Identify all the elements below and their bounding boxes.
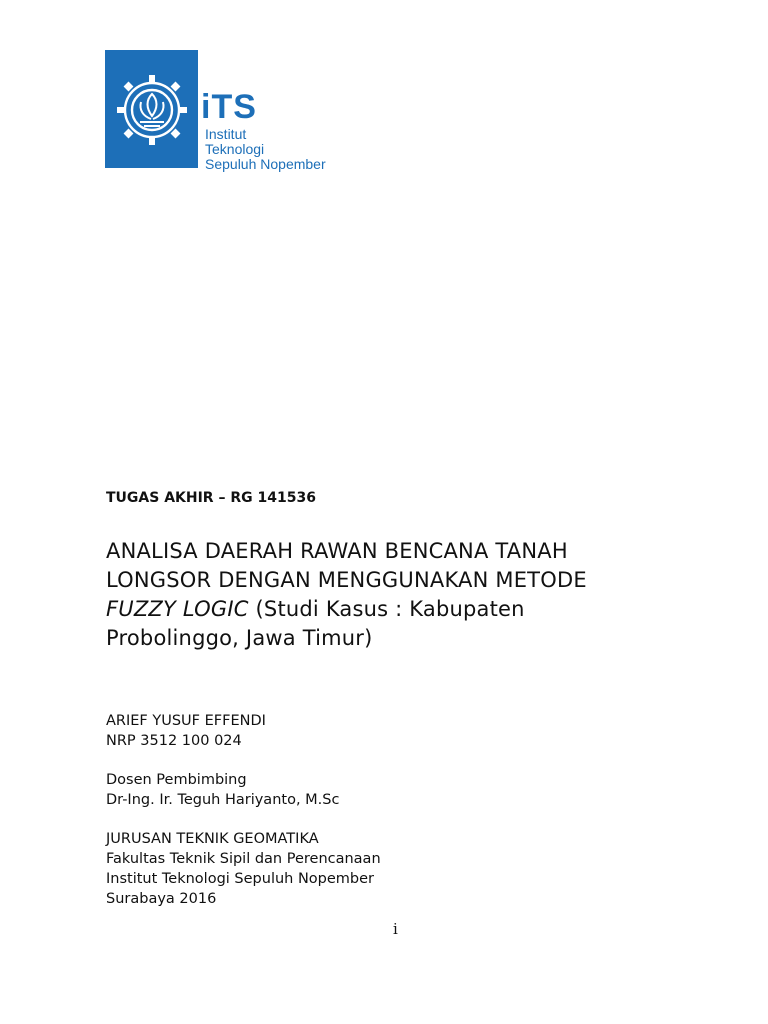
advisor-block xyxy=(106,770,339,810)
department-line-1: JURUSAN TEKNIK GEOMATIKA xyxy=(106,831,319,847)
author-name: ARIEF YUSUF EFFENDI xyxy=(106,713,266,729)
logo-line-1: Institut xyxy=(205,126,247,142)
logo-abbr: iTS xyxy=(201,88,257,126)
logo-line-2: Teknologi xyxy=(205,141,265,157)
its-emblem-icon xyxy=(113,72,191,148)
title-line-3-rest: (Studi Kasus : Kabupaten xyxy=(248,597,525,621)
thesis-title xyxy=(106,537,666,653)
title-italic-term: FUZZY LOGIC xyxy=(106,597,249,621)
department-line-2: Fakultas Teknik Sipil dan Perencanaan xyxy=(106,851,381,867)
author-block xyxy=(106,711,266,751)
title-line-3 xyxy=(106,595,666,624)
title-line-1: ANALISA DAERAH RAWAN BENCANA TANAH xyxy=(106,539,568,563)
logo-wordmark xyxy=(201,50,343,172)
advisor-label: Dosen Pembimbing xyxy=(106,772,247,788)
document-code: TUGAS AKHIR – RG 141536 xyxy=(106,490,316,506)
title-line-2: LONGSOR DENGAN MENGGUNAKAN METODE xyxy=(106,568,587,592)
logo-blue-panel xyxy=(105,50,198,168)
page-number: i xyxy=(393,920,398,938)
its-logo xyxy=(105,50,343,172)
logo-line-3: Sepuluh Nopember xyxy=(205,156,326,172)
department-line-4: Surabaya 2016 xyxy=(106,891,217,907)
advisor-name: Dr-Ing. Ir. Teguh Hariyanto, M.Sc xyxy=(106,792,340,808)
author-nrp: NRP 3512 100 024 xyxy=(106,733,242,749)
department-block xyxy=(106,829,381,909)
title-line-4: Probolinggo, Jawa Timur) xyxy=(106,626,373,650)
department-line-3: Institut Teknologi Sepuluh Nopember xyxy=(106,871,375,887)
